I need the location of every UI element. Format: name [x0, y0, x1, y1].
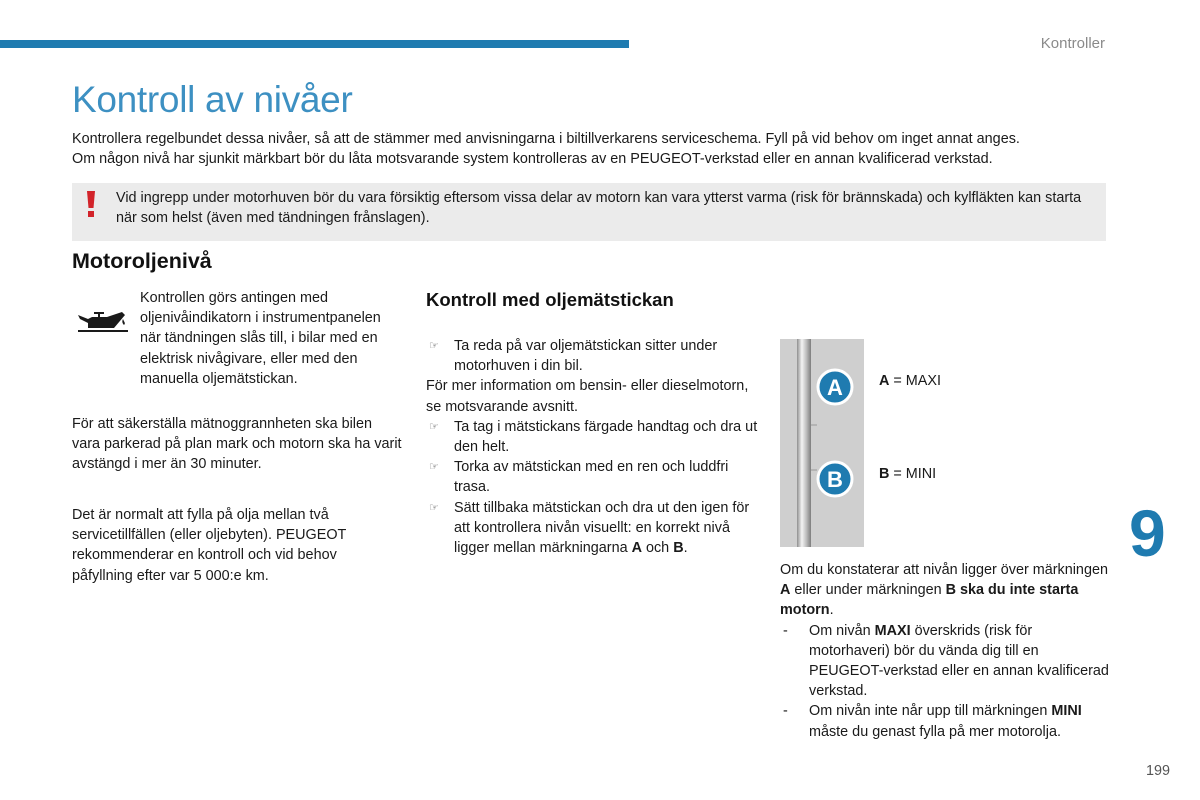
- dipstick-graphic: [780, 339, 864, 547]
- list-item: - Om nivån inte når upp till märkningen MINI måste du genast fylla på mer motorolja.: [783, 703, 1082, 740]
- advice-paragraph: Om du konstaterar att nivån ligger över märkningen A eller under märkningen B ska du inte starta motorn.: [780, 562, 1108, 619]
- pointing-hand-icon: ☞: [429, 420, 439, 433]
- list-item: [426, 417, 766, 457]
- svg-text:B: B: [827, 467, 843, 492]
- marker-a: [818, 370, 852, 404]
- section-heading-dipstick: Kontroll med oljemätstickan: [426, 289, 674, 310]
- page-number: 199: [1146, 763, 1171, 779]
- label-mini: B = MINI: [879, 466, 937, 482]
- marker-b: [818, 462, 852, 496]
- intro-paragraph: [72, 129, 1112, 169]
- intro-line-1: Kontrollera regelbundet dessa nivåer, så att de stämmer med anvisningarna i biltillverkarens serviceschema. Fyll på vid behov om inget annat anges.: [72, 131, 1020, 147]
- level-check-advice: [780, 560, 1110, 742]
- left-paragraph-2: För att säkerställa mätnoggrannheten ska bilen vara parkerad på plan mark och motorn ska ha varit avstängd i mer än 30 minuter.: [72, 416, 402, 473]
- warning-box: [72, 183, 1106, 241]
- left-paragraph-3: Det är normalt att fylla på olja mellan två servicetillfällen (eller oljebyten). PEUGEOT rekommenderar en kontroll och vid behov påfyllning efter var 5 000:e km.: [72, 507, 347, 584]
- svg-text:A: A: [827, 375, 843, 400]
- warning-exclamation-icon: [85, 191, 97, 217]
- page-title: Kontroll av nivåer: [72, 79, 353, 120]
- warning-text: Vid ingrepp under motorhuven bör du vara försiktig eftersom vissa delar av motorn kan vara ytterst varma (risk för brännskada) och kylfläkten kan starta när som helst (även med tändningen frånslagen).: [116, 190, 1082, 226]
- step-text: Ta reda på var oljemätstickan sitter under motorhuven i din bil.: [454, 338, 718, 375]
- pointing-hand-icon: ☞: [429, 501, 439, 514]
- section-heading-motor-oil: Motoroljenivå: [72, 249, 212, 273]
- list-item: [426, 498, 766, 559]
- section-name: Kontroller: [1040, 35, 1105, 52]
- dipstick-steps: [426, 336, 766, 558]
- step-text: Sätt tillbaka mätstickan och dra ut den igen för att kontrollera nivån visuellt: en korrekt nivå ligger mellan märkningarna A och B.: [454, 499, 750, 557]
- list-item: [426, 336, 766, 376]
- chapter-number: 9: [1129, 496, 1166, 570]
- pointing-hand-icon: ☞: [429, 340, 439, 352]
- list-item: - Om nivån MAXI överskrids (risk för motorhaveri) bör du vända dig till en PEUGEOT-verkstad eller en annan kvalificerad verkstad.: [783, 622, 1109, 700]
- intro-line-2: Om någon nivå har sjunkit märkbart bör du låta motsvarande system kontrolleras av en PEUGEOT-verkstad eller en annan kvalificerad verkstad.: [72, 151, 993, 167]
- list-item: [426, 457, 766, 497]
- step-note: För mer information om bensin- eller dieselmotorn, se motsvarande avsnitt.: [426, 378, 749, 415]
- step-text: Torka av mätstickan med en ren och luddfri trasa.: [454, 459, 729, 496]
- header-accent-bar: [0, 40, 629, 48]
- dipstick-illustration: [780, 339, 864, 547]
- label-maxi: A = MAXI: [879, 373, 941, 389]
- left-paragraph-1: Kontrollen görs antingen med oljenivåindikatorn i instrumentpanelen när tändningen slås till, i bilar med en elektrisk nivågivare, eller med den manuella oljemätstickan.: [140, 290, 381, 387]
- pointing-hand-icon: ☞: [429, 461, 439, 474]
- oil-can-icon: [76, 307, 128, 335]
- step-text: Ta tag i mätstickans färgade handtag och dra ut den helt.: [454, 418, 758, 456]
